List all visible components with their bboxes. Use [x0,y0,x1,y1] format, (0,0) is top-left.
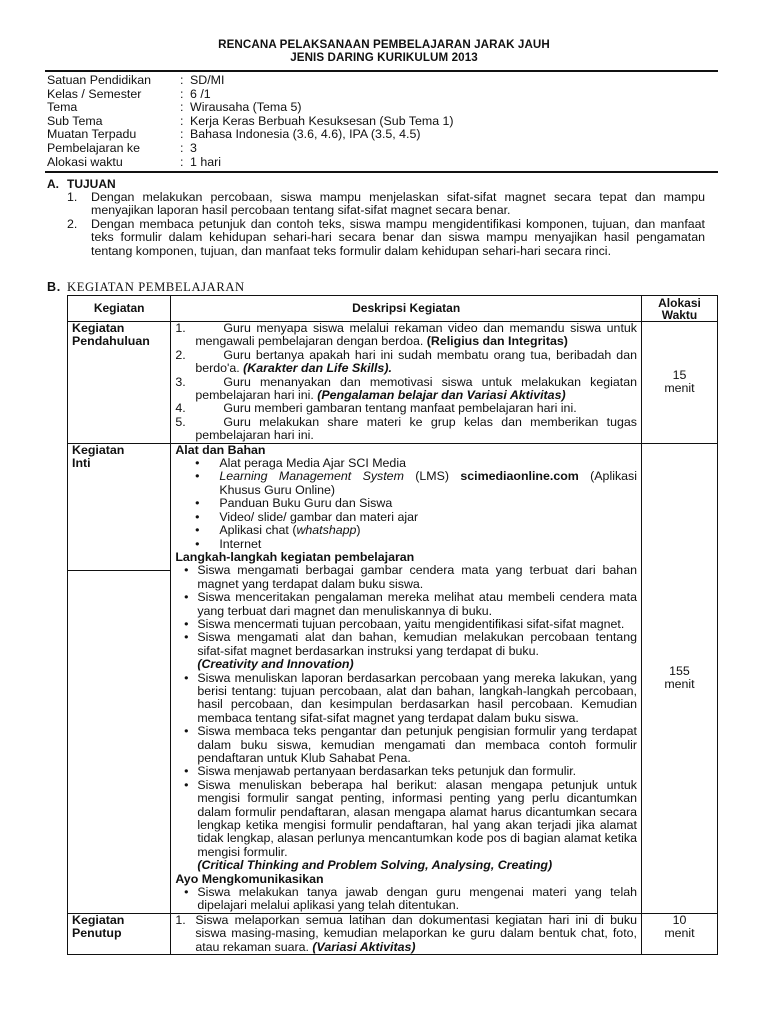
meta-value: 3 [190,140,197,155]
meta-row [47,101,707,115]
inti-description [171,443,642,913]
item-text: Siswa menuliskan laporan berdasarkan percobaan yang mereka lakukan, yang berisi tentang: tujuan percobaan, alat dan bahan, langkah-langkah percobaan, hasil percobaan, dan kesimpulan berdasarkan hasil percobaan. Kemudian membaca tentang sifat-sifat magnet yang terdapat dalam buku siswa. [197,670,637,725]
item-emphasis: (Critical Thinking and Problem Solving, Analysing, Creating) [197,858,553,873]
bullet-icon: • [195,456,200,471]
item-text: Siswa menjawab pertanyaan berdasarkan teks petunjuk dan formulir. [197,764,577,779]
bullet-icon: • [184,670,189,685]
meta-key: Kelas / Semester [47,86,142,101]
alokasi-unit: menit [664,926,695,941]
tujuan-number: 2. [67,216,78,231]
list-item [175,564,637,591]
item-text: Siswa mengamati berbagai gambar cendera mata yang terbuat dari bahan magnet yang terdapat dalam buku siswa. [197,563,637,591]
bullet-icon: • [184,616,189,631]
list-item [175,779,637,873]
meta-key: Pembelajaran ke [47,140,140,155]
row-label-pendahuluan [68,322,171,444]
list-item [175,538,637,551]
item-bold: scimediaonline.com [460,469,579,484]
item-emphasis: (Creativity and Innovation) [197,657,354,672]
alat-bahan-title: Alat dan Bahan [175,442,266,457]
meta-row [47,74,707,88]
header-alokasi-line2: Waktu [661,307,698,322]
item-pre: Aplikasi chat ( [219,523,297,538]
kegiatan-table [67,295,718,955]
bullet-icon: • [195,469,200,484]
item-text: Siswa membaca teks pengantar dan petunjuk pengisian formulir yang terdapat dalam buku siswa, kemudian mengamati dan membaca contoh formulir pendaftaran untuk Klub Sahabat Pena. [197,724,637,765]
list-item [175,349,637,376]
item-text: Video/ slide/ gambar dan materi ajar [219,509,419,524]
item-number: 4. [175,401,186,416]
meta-row [47,128,707,142]
tujuan-text: Dengan membaca petunjuk dan contoh teks, siswa mampu mengidentifikasi komponen, tujuan, dan manfaat teks formulir dalam kehidupan sehari-hari secara benar dan siswa mampu menyajikan hasil pengamatan tentang komponen, tujuan, dan manfaat teks formulir dalam kehidupan sehari-hari secara rinci. [91,216,705,258]
item-post: (LMS) [403,469,461,484]
list-item [175,886,637,913]
item-text [195,349,637,376]
meta-row [47,142,707,156]
header-alokasi-line1: Alokasi [658,295,701,310]
bullet-icon: • [184,885,189,900]
bullet-icon: • [184,590,189,605]
item-text [195,376,637,403]
item-number: 5. [175,414,186,429]
list-item [175,765,637,778]
tujuan-item [67,191,705,218]
list-item [175,524,637,537]
item-text: Alat peraga Media Ajar SCI Media [219,456,406,471]
item-text: Panduan Buku Guru dan Siswa [219,496,393,511]
table-row-pendahuluan [68,322,718,444]
item-text [197,779,637,873]
item-italic: Learning Management System [219,469,404,484]
meta-value: 1 hari [190,154,221,169]
meta-colon: : [180,140,184,155]
bullet-icon: • [184,724,189,739]
item-number: 1. [175,912,186,927]
alokasi-unit: menit [664,677,695,692]
item-italic: whatshapp [296,523,357,538]
bullet-icon: • [195,523,200,538]
section-b-title: KEGIATAN PEMBELAJARAN [67,280,245,294]
list-item [175,457,637,470]
item-emphasis: (Variasi Aktivitas) [308,939,416,954]
komunikasi-title: Ayo Mengkomunikasikan [175,871,324,886]
bullet-icon: • [184,764,189,779]
meta-row [47,115,707,129]
list-item [175,416,637,443]
label-line2: Inti [72,456,91,471]
alokasi-inti [641,443,717,913]
label-line1: Kegiatan [72,321,125,335]
list-item [175,591,637,618]
item-text-plain: Guru bertanya apakah hari ini sudah membatu orang tua, beribadah dan berdo'a. [195,347,637,376]
meta-colon: : [180,86,184,101]
meta-key: Satuan Pendidikan [47,73,152,87]
label-line2: Pendahuluan [72,334,150,349]
meta-value: Bahasa Indonesia (3.6, 4.6), IPA (3.5, 4.5) [190,127,421,142]
meta-colon: : [180,73,184,87]
item-emphasis: (Religius dan Integritas) [423,334,568,349]
meta-value: SD/MI [190,73,225,87]
bullet-icon: • [195,536,200,551]
item-emphasis: (Karakter dan Life Skills). [239,361,392,376]
pendahuluan-description [171,322,642,444]
alokasi-value: 10 [672,912,687,927]
header-alokasi [641,296,717,322]
table-row-penutup [68,913,718,954]
identity-block [47,74,707,169]
item-post2: (Aplikasi Khusus Guru Online) [219,469,637,497]
tujuan-text: Dengan melakukan percobaan, siswa mampu menjelaskan sifat-sifat magnet secara tepat dan mampu menyajikan laporan hasil percobaan tentang sifat-sifat magnet secara benar. [91,190,705,218]
meta-value: Kerja Keras Berbuah Kesuksesan (Sub Tema 1) [190,113,454,128]
item-text: Guru memberi gambaran tentang manfaat pembelajaran hari ini. [223,401,577,416]
meta-row [47,156,707,170]
alokasi-value: 15 [672,367,687,382]
list-item [175,631,637,671]
penutup-description [171,913,642,954]
document-title-line1: RENCANA PELAKSANAAN PEMBELAJARAN JARAK JAUH [218,38,550,51]
item-text: Internet [219,536,262,551]
section-b-heading [47,281,245,294]
item-number: 2. [175,347,186,362]
bullet-icon: • [195,509,200,524]
bullet-icon: • [184,563,189,578]
meta-divider [45,171,718,173]
item-text [195,322,637,349]
header-kegiatan: Kegiatan [68,296,171,322]
item-text-plain: Guru menanyakan dan memotivasi siswa untuk melakukan kegiatan pembelajaran hari ini. [195,374,637,403]
item-text [219,470,637,497]
list-item [175,914,637,954]
inti-label-cell [68,444,170,571]
row-label-penutup [68,913,171,954]
alokasi-unit: menit [664,381,695,396]
item-text-plain: Siswa menuliskan beberapa hal berikut: alasan mengapa petunjuk untuk mengisi formulir sangat penting, informasi penting yang perlu dicantumkan dalam formulir pendaftaran, alasan mengapa alamat harus dicantumkan secara lengkap ketika mengisi formulir pendaftaran, hal yang akan terjadi jika alamat tidak lengkap, alasan perlunya mencantumkan kode pos di bagian alamat ketika mengisi formulir. [197,777,637,859]
list-item [175,672,637,726]
item-text: Guru melakukan share materi ke grup kelas dan memberikan tugas pembelajaran hari ini. [195,414,637,443]
list-item [175,322,637,349]
tujuan-item [67,218,705,258]
section-b-letter: B. [47,280,61,294]
item-text [197,631,637,671]
table-row-inti [68,443,718,913]
meta-value: 6 /1 [190,86,211,101]
item-text-plain: Siswa melaporkan semua latihan dan dokumentasi kegiatan hari ini di buku siswa masing-masing, kemudian melaporkan ke guru dalam bentuk chat, foto, atau rekaman suara. [195,912,637,954]
item-text-plain: Siswa mengamati alat dan bahan, kemudian melakukan percobaan tentang sifat-sifat magnet berdasarkan instruksi yang terdapat di buku. [197,630,637,658]
meta-row [47,88,707,102]
tujuan-list [67,191,705,258]
item-emphasis: (Pengalaman belajar dan Variasi Aktivitas) [313,388,566,403]
label-line1: Kegiatan [72,912,125,927]
label-line1: Kegiatan [72,442,125,457]
item-text: Siswa menceritakan pengalaman mereka melihat atau membeli cendera mata yang terbuat dari magnet dan menuliskannya di buku. [197,590,637,618]
item-text: Siswa mencermati tujuan percobaan, yaitu mengidentifikasi sifat-sifat magnet. [197,616,625,631]
list-item [175,725,637,765]
bullet-icon: • [184,630,189,645]
section-a-letter: A. [47,177,59,191]
list-item [175,618,637,631]
meta-colon: : [180,127,184,142]
meta-key: Sub Tema [47,113,103,128]
meta-value: Wirausaha (Tema 5) [190,100,302,115]
item-text [219,524,637,537]
langkah-title: Langkah-langkah kegiatan pembelajaran [175,549,415,564]
label-line2: Penutup [72,926,122,941]
header-deskripsi: Deskripsi Kegiatan [171,296,642,322]
meta-key: Alokasi waktu [47,154,123,169]
list-item [175,497,637,510]
item-text: Siswa melakukan tanya jawab dengan guru mengenai materi yang telah dipelajari melalui aplikasi yang telah ditentukan. [197,885,637,913]
item-number: 3. [175,374,186,389]
document-title-line2: JENIS DARING KURIKULUM 2013 [290,51,478,64]
list-item [175,470,637,497]
meta-colon: : [180,100,184,115]
bullet-icon: • [184,777,189,792]
table-header-row [68,296,718,322]
list-item [175,376,637,403]
list-item [175,511,637,524]
alokasi-value: 155 [669,663,690,678]
item-post: ) [356,523,361,538]
alokasi-pendahuluan [641,322,717,444]
meta-key: Tema [47,100,78,115]
meta-key: Muatan Terpadu [47,127,137,142]
item-text [195,914,637,954]
item-text-plain: Guru menyapa siswa melalui rekaman video dan memandu siswa untuk mengawali pembelajaran dengan berdoa. [195,321,637,349]
item-number: 1. [175,321,186,335]
meta-colon: : [180,154,184,169]
header-divider [45,70,718,72]
meta-colon: : [180,113,184,128]
alokasi-penutup [641,913,717,954]
list-item [175,402,637,415]
bullet-icon: • [195,496,200,511]
tujuan-number: 1. [67,190,78,204]
row-label-inti [68,443,171,913]
section-a-title: TUJUAN [67,177,116,191]
